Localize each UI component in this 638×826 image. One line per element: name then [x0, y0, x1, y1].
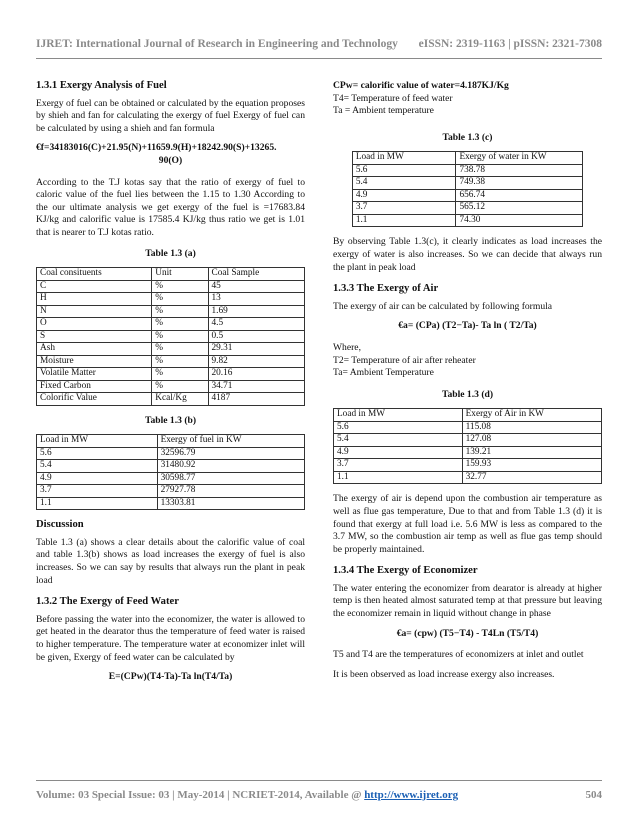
section-heading-air: 1.3.3 The Exergy of Air [333, 283, 439, 295]
table-caption: Table 1.3 (b) [144, 414, 197, 426]
paragraph: The exergy of air can be calculated by following formula [333, 300, 553, 312]
table-cell: 3.7 [352, 202, 456, 215]
table-cell: 31480.92 [157, 460, 304, 473]
table-cell: % [152, 355, 208, 368]
page-number: 504 [585, 789, 602, 801]
where-label: Where, [333, 341, 361, 353]
table-cell: 4.9 [352, 189, 456, 202]
air-exergy-formula: €a= (CPa) (T2−Ta)- Ta ln ( T2/Ta) [398, 320, 537, 332]
section-heading-fuel: 1.3.1 Exergy Analysis of Fuel [36, 80, 167, 91]
table-row [37, 380, 305, 393]
table-cell: C [37, 280, 152, 293]
header-rule [36, 58, 602, 59]
table-row [37, 485, 305, 498]
table-cell: 565.12 [456, 202, 583, 215]
table-cell: 3.7 [334, 459, 463, 472]
table-cell: % [152, 330, 208, 343]
definition-line: Ta = Ambient temperature [333, 105, 434, 117]
table-cell: 0.5 [208, 330, 305, 343]
formula-line: €f=34183016(C)+21.95(N)+11659.9(H)+18242.90(S)+13265. [36, 142, 277, 154]
table-cell: 5.6 [334, 421, 463, 434]
table-cell: S [37, 330, 152, 343]
table-cell: 5.6 [37, 447, 158, 460]
table-cell: N [37, 305, 152, 318]
table-cell: Exergy of Air in KW [462, 409, 601, 422]
table-cell: % [152, 368, 208, 381]
footer-rule [36, 780, 602, 781]
table-cell: 1.69 [208, 305, 305, 318]
table-cell: Colorific Value [37, 393, 152, 406]
table-cell: 5.4 [334, 434, 463, 447]
table-cell: Load in MW [37, 435, 158, 448]
table-cell: Coal consituents [37, 268, 152, 281]
table-air-exergy [333, 408, 602, 484]
page-footer [36, 789, 602, 805]
footer-volume-text: Volume: 03 Special Issue: 03 | May-2014 | NCRIET-2014, Available @ [36, 789, 365, 801]
table-cell: 4.9 [334, 446, 463, 459]
paragraph: It is been observed as load increase exergy also increases. [333, 668, 555, 680]
table-cell: 159.93 [462, 459, 601, 472]
table-row [352, 214, 582, 227]
table-water-exergy [352, 151, 583, 227]
table-row [37, 280, 305, 293]
table-cell: 4187 [208, 393, 305, 406]
table-row [37, 472, 305, 485]
economizer-exergy-formula: €a= (cpw) (T5−T4) - T4Ln (T5/T4) [396, 627, 539, 639]
table-row [334, 471, 602, 484]
table-cell: 738.78 [456, 164, 583, 177]
table-row [37, 393, 305, 406]
table-cell: 74.30 [456, 214, 583, 227]
table-cell: Kcal/Kg [152, 393, 208, 406]
table-cell: 4.5 [208, 318, 305, 331]
table-cell: 4.9 [37, 472, 158, 485]
table-cell: Unit [152, 268, 208, 281]
paragraph: Exergy of fuel can be obtained or calculated by the equation proposes by shieh and fan for calculating the exergy of fuel Exergy of fuel can be calculated by using a shieh and fan formula [36, 97, 305, 134]
paragraph: The water entering the economizer from dearator is already at higher temp is then heated almost saturated temp at that pressure but leaving the economizer remain in liquid without change in phase [333, 582, 602, 620]
left-column [36, 80, 305, 693]
table-cell: 1.1 [37, 497, 158, 510]
table-cell: Moisture [37, 355, 152, 368]
table-row [334, 446, 602, 459]
table-row [37, 460, 305, 473]
table-row [352, 202, 582, 215]
table-cell: 139.21 [462, 446, 601, 459]
table-cell: 29.31 [208, 343, 305, 356]
table-cell: 34.71 [208, 380, 305, 393]
table-cell: Coal Sample [208, 268, 305, 281]
paragraph: Before passing the water into the economizer, the water is allowed to get heated in the dearator thus the temperature of feed water is raised to higher temperature. The temperature water at economizer inlet will be given, Exergy of feed water can be calculated by [36, 613, 305, 663]
section-heading-feed-water: 1.3.2 The Exergy of Feed Water [36, 596, 179, 608]
definition-line: CPw= calorific value of water=4.187KJ/Kg [333, 80, 509, 91]
definition-line: T2= Temperature of air after reheater [333, 354, 476, 366]
table-header-row [352, 152, 582, 165]
page-header [36, 38, 602, 54]
table-cell: % [152, 343, 208, 356]
table-cell: H [37, 293, 152, 306]
table-row [37, 318, 305, 331]
journal-link[interactable]: http://www.ijret.org [364, 789, 459, 801]
table-cell: 20.16 [208, 368, 305, 381]
table-cell: 3.7 [37, 485, 158, 498]
paragraph: The exergy of air is depend upon the combustion air temperature as well as flue gas temperature, Due to that and from Table 1.3 (d) it is found that exergy at full load i.e. 5.6 MW is less as compared to the 3.7 MW, so the combustion air temp as well as flue gas temp should be properly maintained. [333, 493, 602, 555]
table-cell: Exergy of water in KW [456, 152, 583, 165]
table-cell: 5.4 [37, 460, 158, 473]
table-header-row [334, 409, 602, 422]
table-row [334, 421, 602, 434]
table-cell: % [152, 293, 208, 306]
table-caption: Table 1.3 (a) [145, 247, 196, 259]
footer-volume [36, 789, 458, 801]
table-row [37, 330, 305, 343]
issn-label: eISSN: 2319-1163 | pISSN: 2321-7308 [418, 38, 602, 50]
paragraph: By observing Table 1.3(c), it clearly indicates as load increases the exergy of water is also increases. So we can decide that always run the plant in peak load [333, 236, 602, 273]
table-row [352, 189, 582, 202]
table-cell: 5.4 [352, 177, 456, 190]
table-row [352, 177, 582, 190]
definition-line: Ta= Ambient Temperature [333, 367, 434, 379]
table-cell: Fixed Carbon [37, 380, 152, 393]
table-row [37, 497, 305, 510]
paragraph: Table 1.3 (a) shows a clear details about the calorific value of coal and table 1.3(b) shows as load increases the exergy of fuel is also increases. So we can say by results that always run the plant in peak load [36, 536, 305, 586]
table-cell: 32596.79 [157, 447, 304, 460]
definition-line: T4= Temperature of feed water [333, 92, 453, 104]
table-coal-analysis [36, 267, 305, 406]
table-header-row [37, 435, 305, 448]
table-cell: 656.74 [456, 189, 583, 202]
table-row [37, 447, 305, 460]
table-cell: O [37, 318, 152, 331]
table-cell: Ash [37, 343, 152, 356]
table-cell: 45 [208, 280, 305, 293]
formula-line: 90(O) [158, 154, 183, 166]
table-caption: Table 1.3 (c) [442, 131, 493, 143]
table-cell: 13 [208, 293, 305, 306]
table-cell: Volatile Matter [37, 368, 152, 381]
table-cell: % [152, 305, 208, 318]
table-cell: 27927.78 [157, 485, 304, 498]
table-cell: Load in MW [352, 152, 456, 165]
table-row [37, 305, 305, 318]
table-cell: % [152, 318, 208, 331]
table-row [334, 459, 602, 472]
table-cell: 9.82 [208, 355, 305, 368]
table-cell: 1.1 [334, 471, 463, 484]
journal-title: IJRET: International Journal of Research in Engineering and Technology [36, 38, 398, 50]
paragraph: T5 and T4 are the temperatures of economizers at inlet and outlet [333, 649, 584, 661]
table-cell: % [152, 280, 208, 293]
table-cell: 127.08 [462, 434, 601, 447]
table-caption: Table 1.3 (d) [441, 388, 494, 400]
table-cell: Load in MW [334, 409, 463, 422]
table-cell: Exergy of fuel in KW [157, 435, 304, 448]
table-row [37, 355, 305, 368]
table-cell: 749.38 [456, 177, 583, 190]
section-heading-economizer: 1.3.4 The Exergy of Economizer [333, 565, 478, 577]
table-row [334, 434, 602, 447]
discussion-heading: Discussion [36, 519, 84, 531]
table-fuel-exergy [36, 434, 305, 510]
table-cell: % [152, 380, 208, 393]
table-cell: 5.6 [352, 164, 456, 177]
table-cell: 13303.81 [157, 497, 304, 510]
table-row [37, 368, 305, 381]
table-row [37, 293, 305, 306]
table-cell: 1.1 [352, 214, 456, 227]
table-row [37, 343, 305, 356]
table-cell: 32.77 [462, 471, 601, 484]
feed-water-formula: E=(CPw)(T4-Ta)-Ta ln(T4/Ta) [108, 671, 233, 683]
table-row [352, 164, 582, 177]
table-cell: 115.08 [462, 421, 601, 434]
paragraph: According to the T.J kotas say that the ratio of exergy of fuel to caloric value of the fuel lies between the 1.15 to 1.30 According to the our ultimate analysis we get exergy of the fuel is =17683.84 KJ/kg and calorific value is 17585.4 KJ/kg thus ratio we get is 1.01 that is nearer to T.J kotas ratio. [36, 176, 305, 238]
right-column [333, 80, 602, 688]
table-cell: 30598.77 [157, 472, 304, 485]
table-header-row [37, 268, 305, 281]
fuel-exergy-formula [36, 142, 305, 167]
